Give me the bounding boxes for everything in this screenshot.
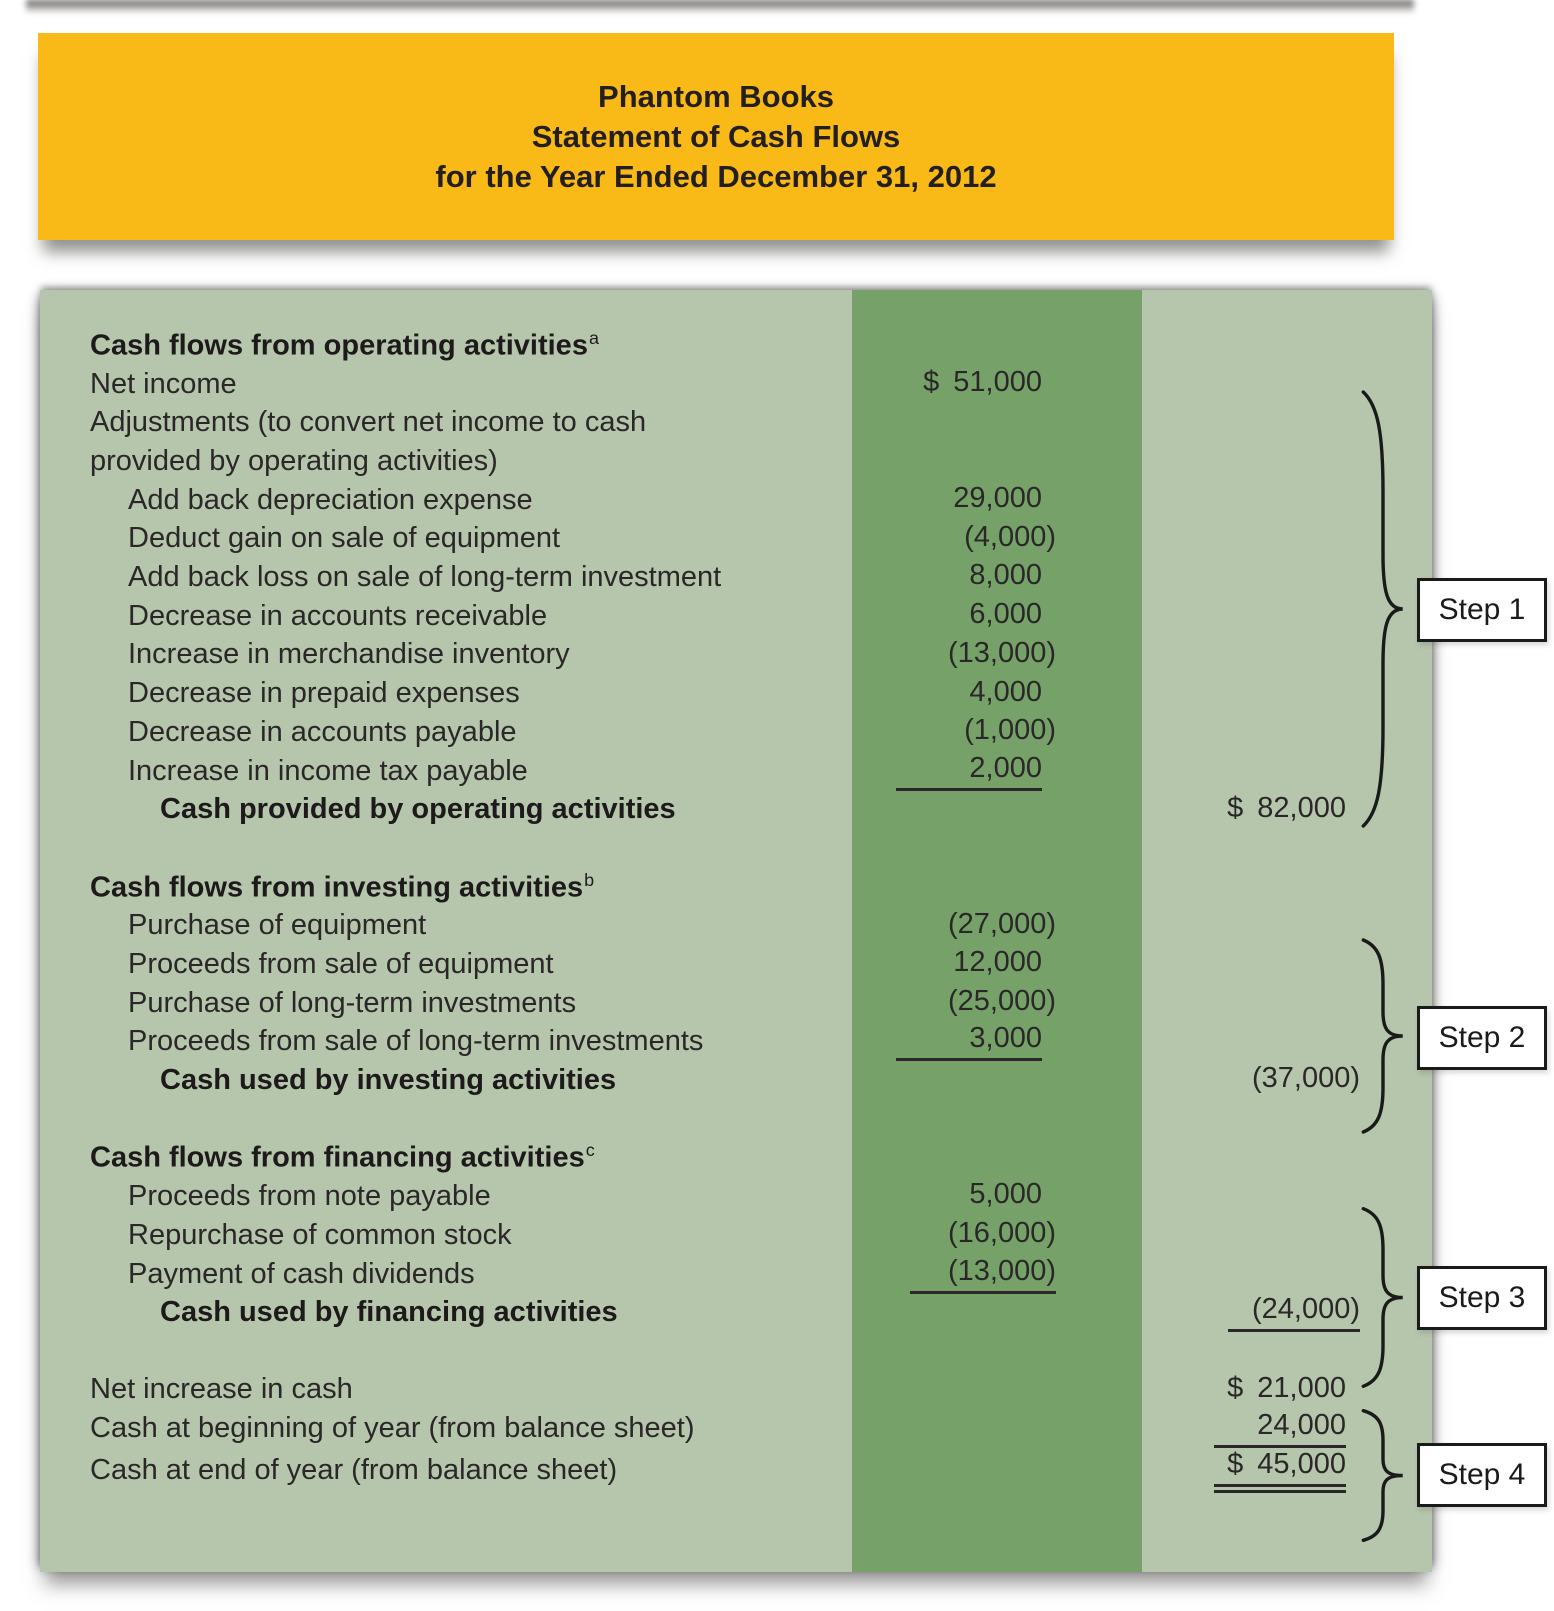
- row-label: [40, 561, 852, 594]
- step-2-label-box: [1417, 1006, 1547, 1070]
- line-item-row: [40, 403, 1432, 442]
- amount-value: 24,000: [1214, 1409, 1346, 1448]
- amount-cell-detail: [852, 908, 1142, 944]
- amount-cell-detail: [852, 985, 1142, 1021]
- amount-cell-detail: [852, 752, 1142, 791]
- row-label: [40, 1412, 852, 1445]
- company-name: Phantom Books: [598, 79, 834, 114]
- row-label-text: Proceeds from note payable: [128, 1179, 491, 1212]
- row-label: [40, 1064, 852, 1097]
- row-label-text: Add back loss on sale of long-term investment: [128, 560, 722, 593]
- amount-value: (4,000): [964, 520, 1056, 553]
- amount-value: 5,000: [969, 1178, 1042, 1211]
- line-item-row: [40, 713, 1432, 752]
- line-item-row: [40, 1255, 1432, 1294]
- row-label-text: Cash flows from financing activities: [90, 1142, 585, 1175]
- row-label: [40, 1258, 852, 1291]
- amount-value: (27,000): [947, 907, 1056, 940]
- amount-value: $ 45,000: [1214, 1448, 1346, 1493]
- row-label-text: Deduct gain on sale of equipment: [128, 522, 561, 555]
- amount-value: $ 21,000: [1227, 1371, 1346, 1404]
- amount-value: (13,000): [947, 636, 1056, 669]
- line-item-row: [40, 636, 1432, 675]
- amount-cell-detail: [852, 1255, 1142, 1294]
- amount-cell-detail: [852, 1022, 1142, 1061]
- row-label: [40, 948, 852, 981]
- title-banner: [38, 33, 1394, 240]
- line-item-row: [40, 674, 1432, 713]
- row-label: [40, 484, 852, 517]
- line-item-row: [40, 752, 1432, 791]
- row-label-text: Add back depreciation expense: [128, 483, 533, 516]
- amount-cell-detail: [852, 521, 1142, 557]
- row-label-text: Payment of cash dividends: [128, 1257, 475, 1290]
- row-label-text: Net increase in cash: [90, 1373, 353, 1406]
- row-label-text: Cash used by financing activities: [160, 1296, 618, 1329]
- statement-title: Statement of Cash Flows: [531, 119, 901, 154]
- amount-cell-detail: [852, 482, 1142, 518]
- step-4-label-box: [1417, 1443, 1547, 1507]
- row-label: [40, 755, 852, 788]
- row-label-text: Adjustments (to convert net income to cash: [90, 406, 647, 439]
- row-label: [40, 406, 852, 439]
- row-label-text: Decrease in accounts receivable: [128, 599, 548, 632]
- section-header-row: [40, 868, 1432, 907]
- amount-value: (13,000): [910, 1255, 1056, 1294]
- step-2-brace-icon: [1356, 936, 1410, 1136]
- amount-cell-detail: [852, 598, 1142, 634]
- amount-value: 12,000: [953, 946, 1042, 979]
- row-label: [40, 793, 852, 826]
- amount-value: (16,000): [947, 1217, 1056, 1250]
- line-item-row: [40, 1216, 1432, 1255]
- amount-cell-detail: [852, 946, 1142, 982]
- amount-cell-detail: [852, 676, 1142, 712]
- amount-value: 29,000: [953, 482, 1042, 515]
- line-item-row: [40, 481, 1432, 520]
- row-label: [40, 1180, 852, 1213]
- line-item-row: [40, 1022, 1432, 1061]
- amount-value: 6,000: [969, 598, 1042, 631]
- section-header-row: [40, 326, 1432, 365]
- step-3-label: Step 3: [1438, 1281, 1526, 1314]
- line-item-row: [40, 597, 1432, 636]
- row-label-text: Proceeds from sale of equipment: [128, 947, 554, 980]
- amount-value: (37,000): [1251, 1062, 1360, 1095]
- amount-value: $ 51,000: [923, 366, 1042, 399]
- row-label-text: Cash flows from investing activities: [90, 871, 584, 904]
- line-item-row: [40, 1448, 1432, 1487]
- line-item-row: [40, 906, 1432, 945]
- statement-period: for the Year Ended December 31, 2012: [435, 159, 997, 194]
- amount-value: (1,000): [964, 714, 1056, 747]
- amount-value: $ 82,000: [1227, 791, 1346, 824]
- row-label-text: Net income: [90, 367, 237, 400]
- line-item-row: [40, 558, 1432, 597]
- footnote-marker: c: [585, 1140, 595, 1161]
- row-label: [40, 1140, 852, 1175]
- line-item-row: [40, 945, 1432, 984]
- amount-value: 8,000: [969, 559, 1042, 592]
- section-spacer: [40, 1100, 1432, 1139]
- amount-cell-detail: [852, 1178, 1142, 1214]
- row-label-text: Cash provided by operating activities: [160, 793, 676, 826]
- row-label: [40, 716, 852, 749]
- row-label-text: Decrease in prepaid expenses: [128, 677, 520, 710]
- row-label-text: Cash used by investing activities: [160, 1063, 617, 1096]
- amount-value: 2,000: [896, 752, 1042, 791]
- section-header-row: [40, 1138, 1432, 1177]
- statement-panel: [40, 290, 1432, 1572]
- step-4-label: Step 4: [1438, 1458, 1526, 1491]
- section-spacer: [40, 829, 1432, 868]
- amount-cell-detail: [852, 366, 1142, 402]
- line-item-row: [40, 365, 1432, 404]
- line-item-row: [40, 1177, 1432, 1216]
- row-label-text: Decrease in accounts payable: [128, 715, 517, 748]
- step-1-label-box: [1417, 578, 1547, 642]
- row-label: [40, 368, 852, 401]
- line-item-row: [40, 442, 1432, 481]
- amount-cell-detail: [852, 1217, 1142, 1253]
- amount-cell-detail: [852, 714, 1142, 750]
- row-label-text: Cash flows from operating activities: [90, 329, 588, 362]
- row-label: [40, 1025, 852, 1058]
- row-label: [40, 987, 852, 1020]
- statement-rows: [40, 326, 1432, 1487]
- row-label: [40, 445, 852, 478]
- amount-value: 3,000: [896, 1022, 1042, 1061]
- line-item-row: [40, 1409, 1432, 1448]
- step-1-brace-icon: [1356, 383, 1410, 835]
- line-item-row: [40, 1371, 1432, 1410]
- row-label: [40, 870, 852, 905]
- amount-value: (25,000): [947, 985, 1056, 1018]
- row-label: [40, 600, 852, 633]
- amount-value: (24,000): [1228, 1293, 1360, 1332]
- step-4-brace-icon: [1356, 1408, 1410, 1543]
- row-label-text: Increase in merchandise inventory: [128, 638, 570, 671]
- step-2-label: Step 2: [1438, 1021, 1526, 1054]
- row-label-text: Purchase of long-term investments: [128, 986, 577, 1019]
- subtotal-row: [40, 790, 1432, 829]
- row-label: [40, 677, 852, 710]
- footnote-marker: b: [584, 869, 595, 890]
- row-label-text: Cash at end of year (from balance sheet): [90, 1453, 618, 1486]
- row-label: [40, 1454, 852, 1487]
- amount-cell-detail: [852, 637, 1142, 673]
- section-spacer: [40, 1332, 1432, 1371]
- row-label: [40, 1296, 852, 1329]
- row-label: [40, 1373, 852, 1406]
- row-label-text: Proceeds from sale of long-term investments: [128, 1025, 704, 1058]
- row-label-text: provided by operating activities): [90, 444, 498, 477]
- row-label: [40, 328, 852, 363]
- line-item-row: [40, 519, 1432, 558]
- row-label-text: Purchase of equipment: [128, 909, 427, 942]
- row-label-text: Cash at beginning of year (from balance sheet): [90, 1412, 695, 1445]
- footnote-marker: a: [588, 328, 599, 349]
- step-3-label-box: [1417, 1266, 1547, 1330]
- step-3-brace-icon: [1356, 1205, 1410, 1390]
- row-label-text: Repurchase of common stock: [128, 1218, 512, 1251]
- step-1-label: Step 1: [1438, 593, 1526, 626]
- subtotal-row: [40, 1293, 1432, 1332]
- row-label: [40, 909, 852, 942]
- row-label: [40, 522, 852, 555]
- top-shadow: [26, 0, 1414, 15]
- subtotal-row: [40, 1061, 1432, 1100]
- row-label-text: Increase in income tax payable: [128, 754, 528, 787]
- amount-cell-detail: [852, 559, 1142, 595]
- line-item-row: [40, 984, 1432, 1023]
- row-label: [40, 1219, 852, 1252]
- row-label: [40, 638, 852, 671]
- amount-value: 4,000: [969, 675, 1042, 708]
